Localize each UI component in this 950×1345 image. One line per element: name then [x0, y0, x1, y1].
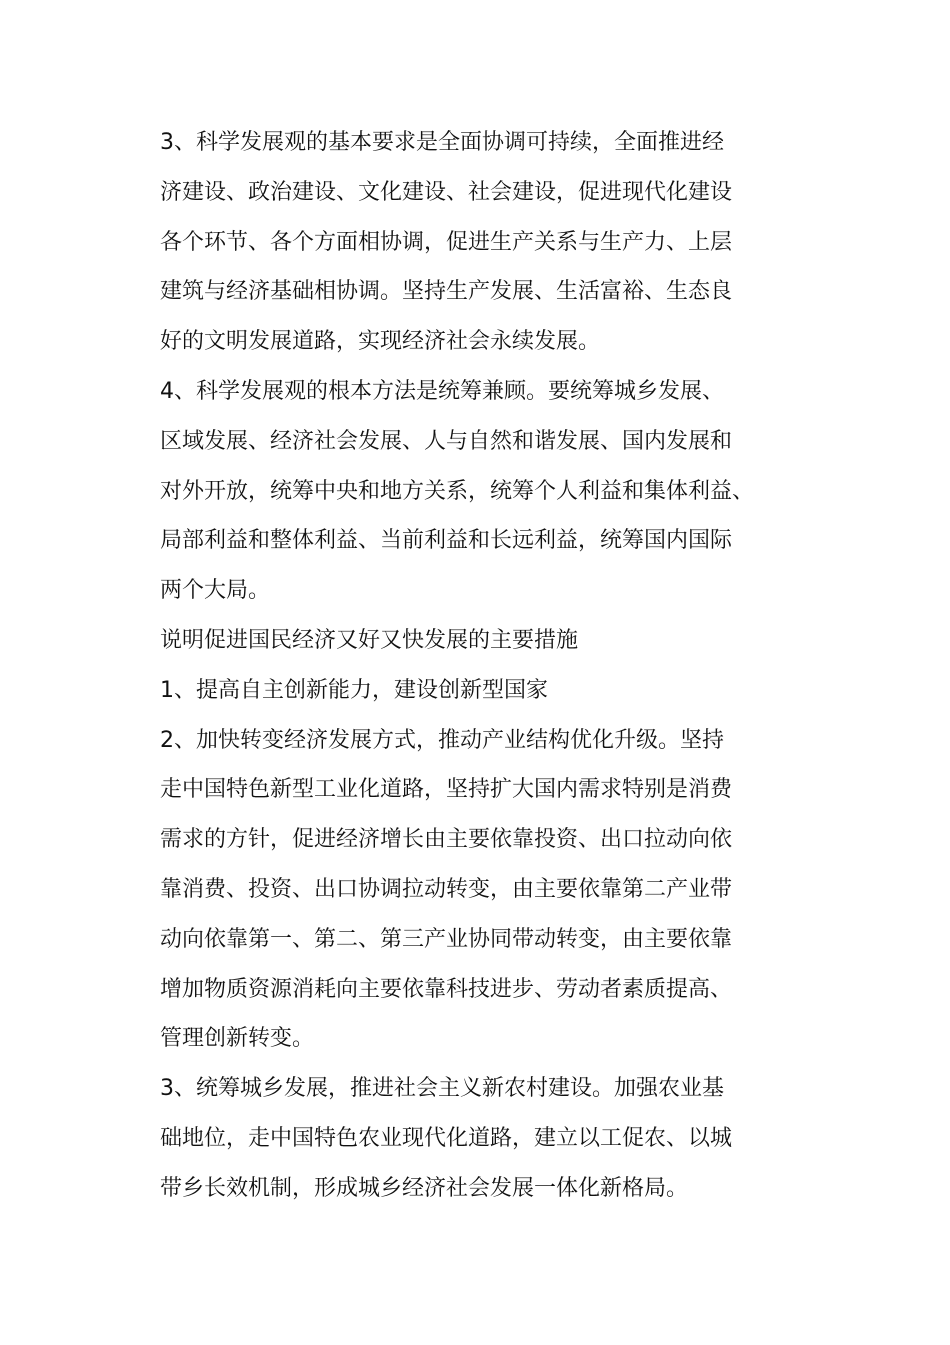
text-line: 走中国特色新型工业化道路，坚持扩大国内需求特别是消费 — [160, 777, 733, 803]
document-body — [160, 118, 760, 1214]
text-line: 管理创新转变。 — [160, 1026, 315, 1052]
text-line: 对外开放，统筹中央和地方关系，统筹个人利益和集体利益、 — [160, 478, 755, 504]
section-heading: 说明促进国民经济又好又快发展的主要措施 — [160, 627, 579, 653]
text-line: 好的文明发展道路，实现经济社会永续发展。 — [160, 329, 601, 355]
text-line: 各个环节、各个方面相协调，促进生产关系与生产力、上层 — [160, 229, 733, 255]
text-line: 2、加快转变经济发展方式，推动产业结构优化升级。坚持 — [160, 727, 724, 753]
text-line: 济建设、政治建设、文化建设、社会建设，促进现代化建设 — [160, 179, 733, 205]
text-line: 靠消费、投资、出口协调拉动转变，由主要依靠第二产业带 — [160, 876, 733, 902]
text-line: 局部利益和整体利益、当前利益和长远利益，统筹国内国际 — [160, 528, 733, 554]
text-line: 两个大局。 — [160, 578, 271, 604]
text-line: 需求的方针，促进经济增长由主要依靠投资、出口拉动向依 — [160, 827, 733, 853]
text-line: 3、科学发展观的基本要求是全面协调可持续，全面推进经 — [160, 130, 724, 155]
text-line: 增加物质资源消耗向主要依靠科技进步、劳动者素质提高、 — [160, 976, 733, 1002]
text-line: 建筑与经济基础相协调。坚持生产发展、生活富裕、生态良 — [160, 279, 733, 305]
text-line: 1、提高自主创新能力，建设创新型国家 — [160, 677, 548, 703]
text-line: 3、统筹城乡发展，推进社会主义新农村建设。加强农业基 — [160, 1076, 724, 1102]
text-line: 动向依靠第一、第二、第三产业协同带动转变，由主要依靠 — [160, 926, 733, 952]
text-line: 带乡长效机制，形成城乡经济社会发展一体化新格局。 — [160, 1175, 689, 1201]
text-line: 区域发展、经济社会发展、人与自然和谐发展、国内发展和 — [160, 428, 733, 454]
text-line: 4、科学发展观的根本方法是统筹兼顾。要统筹城乡发展、 — [160, 378, 724, 404]
text-line: 础地位，走中国特色农业现代化道路，建立以工促农、以城 — [160, 1125, 733, 1151]
